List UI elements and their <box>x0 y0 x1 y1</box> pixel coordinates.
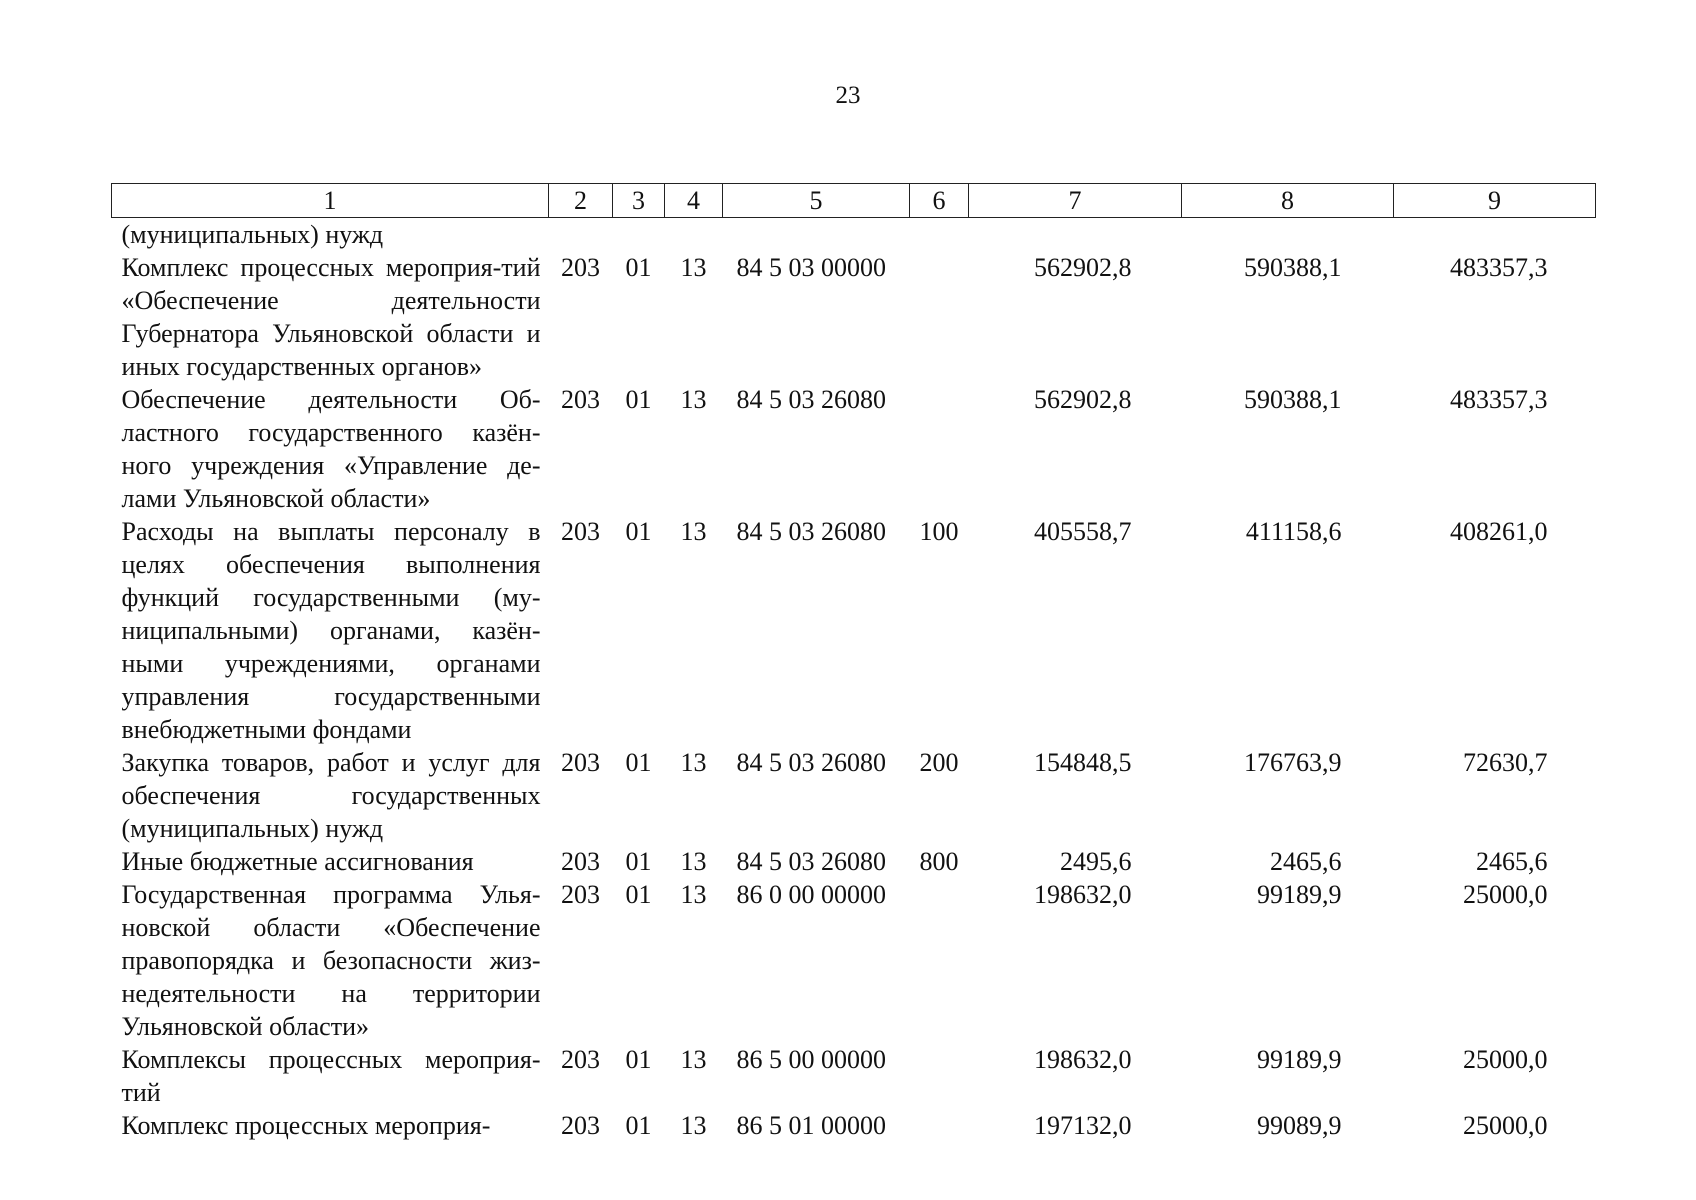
row-cell-9: 25000,0 <box>1463 880 1548 909</box>
row-cell-3: 01 <box>625 880 652 909</box>
row-cell-6 <box>910 1043 969 1109</box>
column-header: 9 <box>1394 184 1596 218</box>
row-cell-9: 25000,0 <box>1463 1111 1548 1140</box>
row-cell-3: 01 <box>625 1111 652 1140</box>
row-cell-4: 13 <box>680 880 707 909</box>
row-cell-5: 84 5 03 26080 <box>736 385 886 414</box>
row-cell-4 <box>665 218 723 252</box>
row-cell-4: 13 <box>680 1111 707 1140</box>
row-cell-2: 203 <box>561 1111 600 1140</box>
row-cell-5: 84 5 03 26080 <box>736 748 886 777</box>
row-cell-8: 590388,1 <box>1244 253 1342 282</box>
row-cell-3: 01 <box>625 1045 652 1074</box>
column-header: 3 <box>613 184 665 218</box>
row-cell-7: 197132,0 <box>1034 1111 1132 1140</box>
row-cell-2: 203 <box>561 385 600 414</box>
row-cell-4: 13 <box>680 748 707 777</box>
row-cell-2 <box>549 218 613 252</box>
row-cell-5: 84 5 03 26080 <box>736 517 886 546</box>
table-row <box>112 878 1596 1043</box>
row-cell-2: 203 <box>561 748 600 777</box>
table-row <box>112 383 1596 515</box>
row-cell-2: 203 <box>561 253 600 282</box>
row-cell-2: 203 <box>561 880 600 909</box>
row-cell-6: 200 <box>919 748 959 777</box>
row-cell-3 <box>613 218 665 252</box>
row-cell-6 <box>910 1109 969 1142</box>
row-name-cell: Иные бюджетные ассигнования <box>121 847 474 876</box>
row-cell-8 <box>1182 218 1394 252</box>
table-row <box>112 1043 1596 1109</box>
row-name-cell: Комплекс процессных мероприя- <box>121 1111 491 1140</box>
row-cell-5: 84 5 03 00000 <box>736 253 886 282</box>
row-cell-3: 01 <box>625 847 652 876</box>
row-cell-3: 01 <box>625 253 652 282</box>
column-header: 8 <box>1182 184 1394 218</box>
row-cell-7: 198632,0 <box>1034 880 1132 909</box>
column-header: 4 <box>665 184 723 218</box>
row-cell-8: 590388,1 <box>1244 385 1342 414</box>
row-cell-5: 86 5 01 00000 <box>736 1111 886 1140</box>
row-cell-9: 483357,3 <box>1450 385 1548 414</box>
row-name-cell: Обеспечение деятельности Об-ластного государственного казён-ного учреждения «Управление де-лами Ульяновской области» <box>121 385 541 513</box>
row-cell-6 <box>910 218 969 252</box>
row-cell-5: 84 5 03 26080 <box>736 847 886 876</box>
row-cell-5: 86 5 00 00000 <box>736 1045 886 1074</box>
row-cell-9: 2465,6 <box>1476 847 1548 876</box>
column-header: 5 <box>723 184 910 218</box>
row-cell-8: 99189,9 <box>1257 880 1342 909</box>
row-name-cell: Комплексы процессных мероприя-тий <box>121 1045 541 1107</box>
row-cell-6: 800 <box>919 847 959 876</box>
table-row <box>112 746 1596 845</box>
row-cell-8: 99089,9 <box>1257 1111 1342 1140</box>
row-cell-6 <box>910 383 969 515</box>
row-cell-4: 13 <box>680 253 707 282</box>
row-cell-9: 408261,0 <box>1450 517 1548 546</box>
row-cell-7: 405558,7 <box>1034 517 1132 546</box>
row-cell-6 <box>910 251 969 383</box>
row-cell-4: 13 <box>680 517 707 546</box>
row-cell-7: 198632,0 <box>1034 1045 1132 1074</box>
row-cell-8: 411158,6 <box>1245 517 1342 546</box>
row-name-cell: Закупка товаров, работ и услуг для обеспечения государственных (муниципальных) нужд <box>121 748 541 843</box>
row-cell-8: 2465,6 <box>1270 847 1342 876</box>
column-header: 7 <box>969 184 1182 218</box>
row-cell-4: 13 <box>680 1045 707 1074</box>
budget-table <box>111 183 1596 1142</box>
page-number: 23 <box>835 82 861 109</box>
row-name-cell: Государственная программа Улья-новской области «Обеспечение правопорядка и безопасности жиз-недеятельности на территории Ульяновской области» <box>121 880 541 1041</box>
row-cell-3: 01 <box>625 385 652 414</box>
row-cell-5: 86 0 00 00000 <box>736 880 886 909</box>
row-cell-2: 203 <box>561 847 600 876</box>
column-header: 6 <box>910 184 969 218</box>
row-cell-7: 2495,6 <box>1060 847 1132 876</box>
table-header-row <box>112 184 1596 218</box>
row-cell-9: 72630,7 <box>1463 748 1548 777</box>
row-cell-4: 13 <box>680 847 707 876</box>
column-header: 2 <box>549 184 613 218</box>
row-cell-3: 01 <box>625 748 652 777</box>
row-cell-7: 154848,5 <box>1034 748 1132 777</box>
row-cell-7: 562902,8 <box>1034 385 1132 414</box>
row-cell-9: 25000,0 <box>1463 1045 1548 1074</box>
row-cell-7: 562902,8 <box>1034 253 1132 282</box>
row-name-cell: (муниципальных) нужд <box>121 220 384 249</box>
row-name-cell: Расходы на выплаты персоналу в целях обеспечения выполнения функций государственными (му-ниципальными) органами, казён-ными учреждениями, органами управления государственными внебюджетными фондами <box>121 517 541 744</box>
row-cell-3: 01 <box>625 517 652 546</box>
row-cell-2: 203 <box>561 1045 600 1074</box>
table-row <box>112 845 1596 878</box>
row-cell-9 <box>1394 218 1596 252</box>
column-header: 1 <box>112 184 549 218</box>
table-row <box>112 251 1596 383</box>
table-row <box>112 1109 1596 1142</box>
row-cell-7 <box>969 218 1182 252</box>
row-cell-6: 100 <box>919 517 959 546</box>
row-name-cell: Комплекс процессных мероприя-тий «Обеспечение деятельности Губернатора Ульяновской области и иных государственных органов» <box>121 253 541 381</box>
row-cell-9: 483357,3 <box>1450 253 1548 282</box>
row-cell-6 <box>910 878 969 1043</box>
row-cell-5 <box>723 218 910 252</box>
row-cell-8: 99189,9 <box>1257 1045 1342 1074</box>
row-cell-8: 176763,9 <box>1244 748 1342 777</box>
row-cell-2: 203 <box>561 517 600 546</box>
table-row <box>112 218 1596 252</box>
table-row <box>112 515 1596 746</box>
row-cell-4: 13 <box>680 385 707 414</box>
